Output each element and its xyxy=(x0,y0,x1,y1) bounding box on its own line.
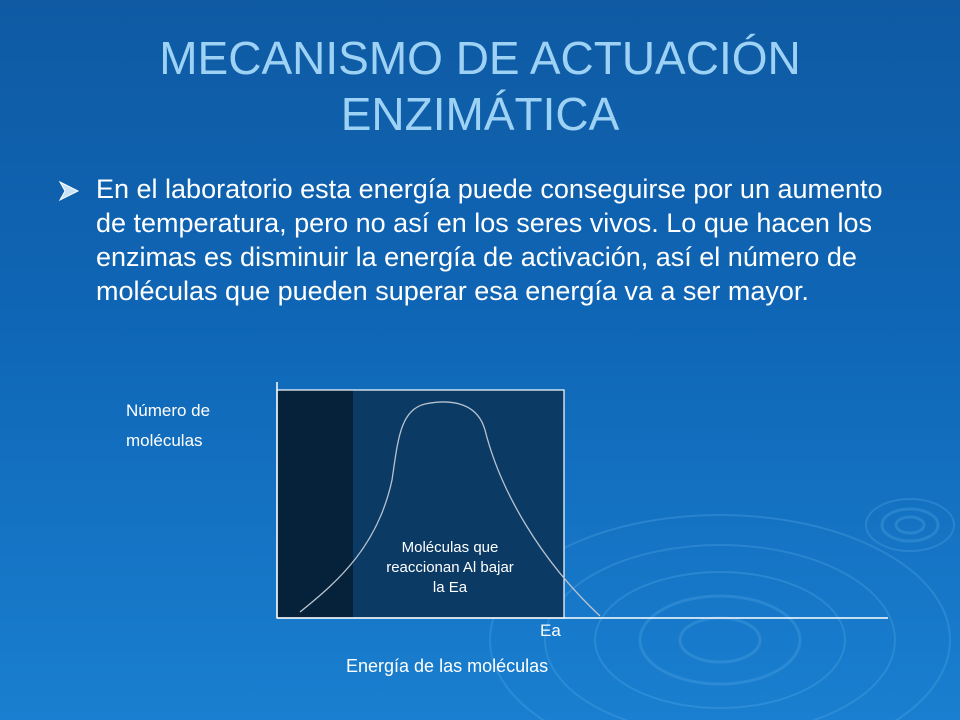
unreacting-region xyxy=(277,390,353,618)
bullet-text: En el laboratorio esta energía puede conseguirse por un aumento de temperatura, pero no así en los seres vivos. Lo que hacen los enzimas es disminuir la energía de activación, así el número de moléculas que pueden superar esa energía va a ser mayor. xyxy=(96,174,883,306)
x-axis-label: Energía de las moléculas xyxy=(346,656,549,676)
y-axis-label: Número de moléculas xyxy=(126,401,211,450)
reacting-molecules-label: Moléculas que reaccionan Al bajar la Ea xyxy=(386,539,514,596)
ea-label: Ea xyxy=(540,621,561,640)
slide-title: MECANISMO DE ACTUACIÓN ENZIMÁTICA xyxy=(159,32,801,140)
